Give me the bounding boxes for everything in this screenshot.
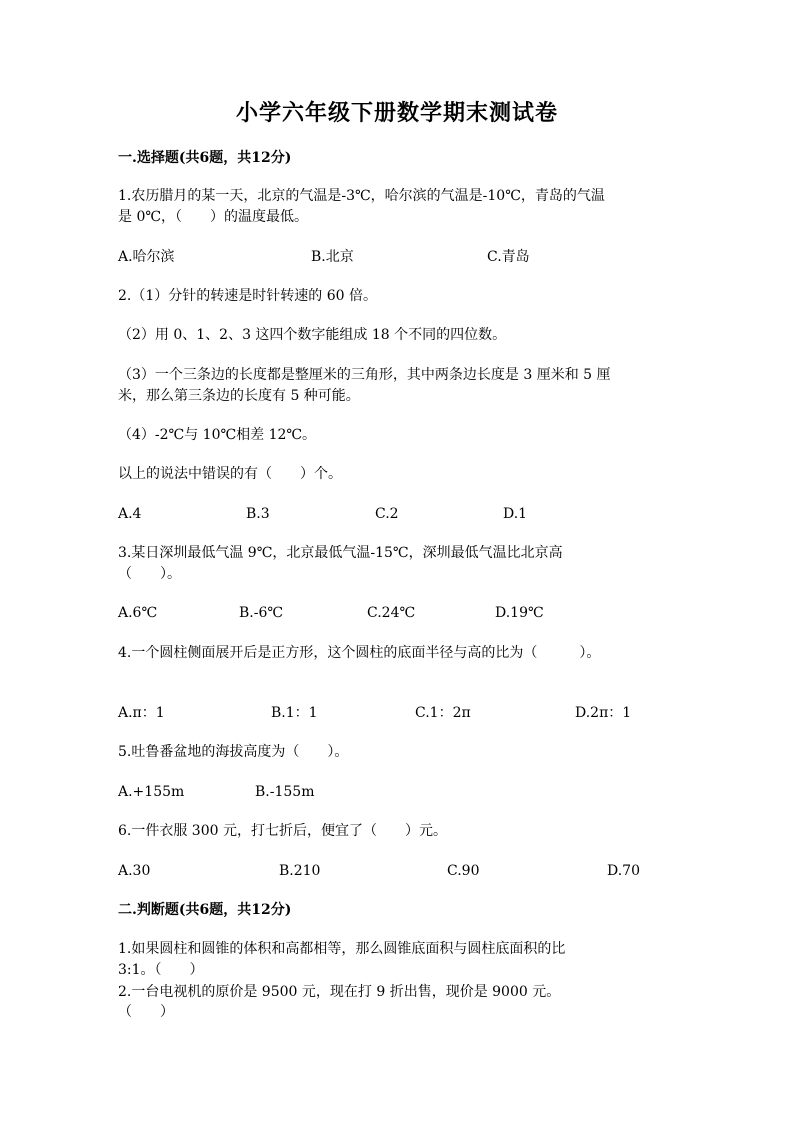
question-4-text: 4.一个圆柱侧面展开后是正方形，这个圆柱的底面半径与高的比为（ ）。: [118, 645, 601, 661]
q2-option-b: B.3: [246, 506, 270, 522]
question-2-statement-4: （4）-2℃与 10℃相差 12℃。: [118, 427, 317, 443]
section-heading-judgement: 二.判断题(共6题，共12分): [118, 902, 292, 918]
section-heading-choice: 一.选择题(共6题，共12分): [118, 150, 292, 166]
q6-option-b: B.210: [279, 863, 321, 879]
q3-option-c: C.24℃: [367, 605, 416, 621]
question-2-statement-1: 2.（1）分针的转速是时针转速的 60 倍。: [118, 288, 377, 304]
q4-option-d: D.2π：1: [575, 705, 632, 721]
question-1-text: 1.农历腊月的某一天，北京的气温是-3℃，哈尔滨的气温是-10℃，青岛的气温: [118, 188, 605, 204]
q4-option-b: B.1：1: [271, 705, 318, 721]
judge-question-2-text-cont: （ ）: [118, 1004, 174, 1020]
q4-option-c: C.1：2π: [415, 705, 471, 721]
q6-option-d: D.70: [607, 863, 640, 879]
q3-option-d: D.19℃: [495, 605, 544, 621]
question-3-text-cont: （ ）。: [118, 566, 181, 582]
question-2-statement-3: （3）一个三条边的长度都是整厘米的三角形，其中两条边长度是 3 厘米和 5 厘: [118, 367, 611, 383]
q6-option-a: A.30: [118, 863, 151, 879]
question-2-statement-3-cont: 米，那么第三条边的长度有 5 种可能。: [118, 388, 360, 404]
q2-option-d: D.1: [503, 506, 528, 522]
q2-option-c: C.2: [375, 506, 399, 522]
q1-option-c: C.青岛: [487, 249, 530, 265]
judge-question-1-text-cont: 3:1。（ ）: [118, 962, 204, 978]
question-3-text: 3.某日深圳最低气温 9℃，北京最低气温-15℃，深圳最低气温比北京高: [118, 545, 563, 561]
question-5-text: 5.吐鲁番盆地的海拔高度为（ ）。: [118, 744, 349, 760]
judge-question-2-text: 2.一台电视机的原价是 9500 元，现在打 9 折出售，现价是 9000 元。: [118, 984, 561, 1000]
question-2-ask: 以上的说法中错误的有（ ）个。: [118, 466, 342, 482]
q6-option-c: C.90: [447, 863, 480, 879]
q1-option-a: A.哈尔滨: [118, 249, 175, 265]
question-2-statement-2: （2）用 0、1、2、3 这四个数字能组成 18 个不同的四位数。: [118, 327, 507, 343]
q5-option-b: B.-155m: [255, 784, 315, 800]
q2-option-a: A.4: [118, 506, 142, 522]
q3-option-b: B.-6℃: [239, 605, 284, 621]
q5-option-a: A.+155m: [118, 784, 185, 800]
page-title: 小学六年级下册数学期末测试卷: [235, 100, 558, 126]
q4-option-a: A.π：1: [118, 705, 165, 721]
question-1-text-cont: 是 0℃，（ ）的温度最低。: [118, 209, 309, 225]
q1-option-b: B.北京: [311, 249, 354, 265]
question-6-text: 6.一件衣服 300 元，打七折后，便宜了（ ）元。: [118, 823, 447, 839]
judge-question-1-text: 1.如果圆柱和圆锥的体积和高都相等，那么圆锥底面积与圆柱底面积的比: [118, 941, 566, 957]
q3-option-a: A.6℃: [118, 605, 158, 621]
